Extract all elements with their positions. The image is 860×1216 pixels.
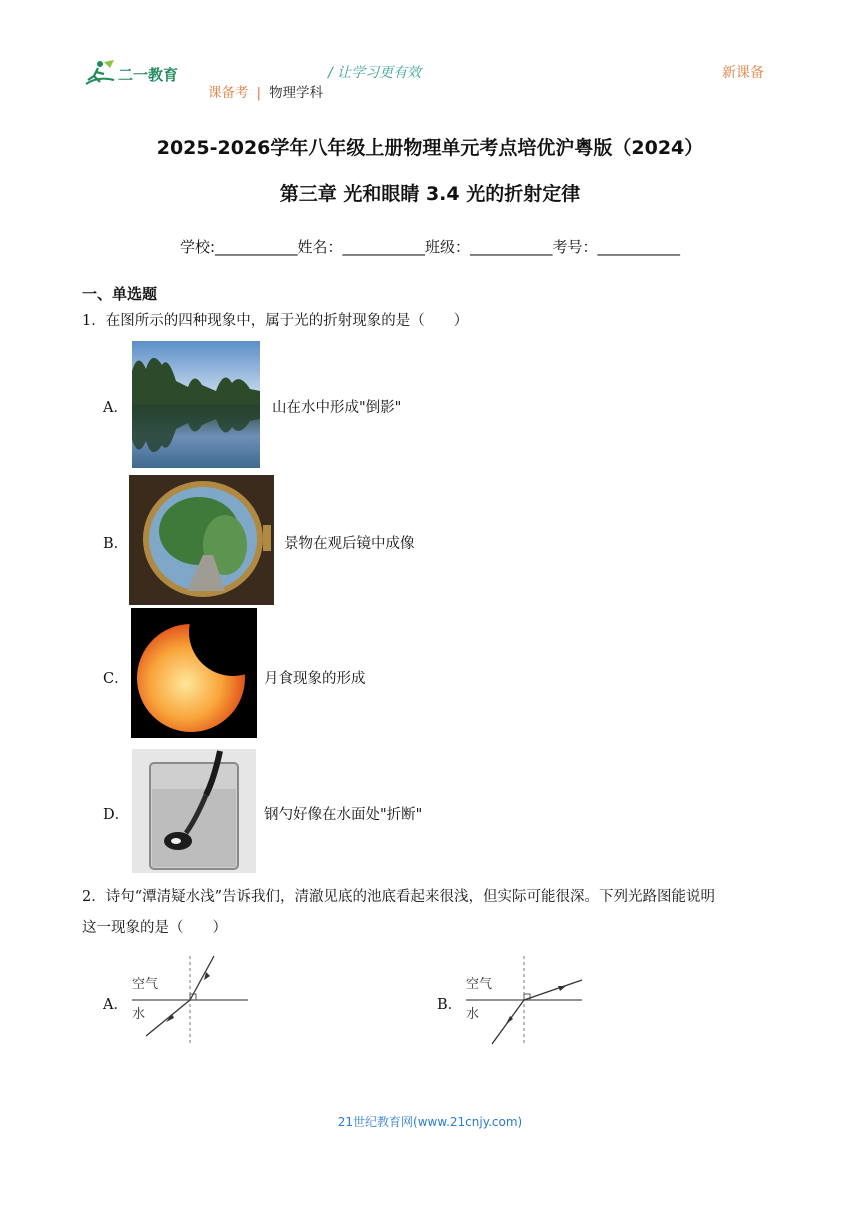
- q1-option-c-label: C．: [103, 671, 129, 687]
- question-2-stem-line-1: 2．诗句“潭清疑水浅”告诉我们，清澈见底的池底看起来很浅，但实际可能很深。下列光路图能说明: [82, 889, 716, 905]
- chapter-title: 第三章 光和眼睛 3.4 光的折射定律: [279, 183, 581, 205]
- slogan: / 让学习更有效: [328, 65, 422, 81]
- subject-label: 物理学科: [269, 85, 324, 101]
- q2-b-water-label: 水: [466, 1007, 480, 1022]
- q2-a-air-label: 空气: [132, 977, 159, 992]
- footer-source: 21世纪教育网(www.21cnjy.com): [337, 1115, 523, 1129]
- question-2-stem-line-2: 这一现象的是（ ）: [82, 920, 227, 936]
- student-info-line: 学校:___________姓名：___________班级：___________考号：___________: [179, 238, 681, 256]
- q1-option-c-text: 月食现象的形成: [264, 671, 366, 687]
- q1-option-b-label: B．: [103, 536, 129, 552]
- sub-header: [208, 81, 323, 101]
- section-heading: 一、单选题: [82, 285, 158, 303]
- sub-header-label: 课备考: [208, 85, 249, 101]
- q2-option-a-diagram: [128, 954, 252, 1048]
- header-right-label: 新课备: [722, 65, 764, 81]
- q2-option-b-label: B．: [437, 997, 463, 1013]
- q2-option-b-diagram: [462, 954, 586, 1048]
- lunar-eclipse-image: [131, 608, 257, 738]
- q1-option-a-text: 山在水中形成"倒影": [272, 400, 402, 416]
- rearview-mirror-image: [129, 475, 274, 605]
- logo: [84, 58, 188, 88]
- q1-option-a-label: A．: [103, 400, 128, 416]
- question-1-stem: 1．在图所示的四种现象中，属于光的折射现象的是（ ）: [82, 313, 469, 329]
- q2-b-air-label: 空气: [466, 977, 493, 992]
- q2-a-water-label: 水: [132, 1007, 146, 1022]
- q2-option-a-label: A．: [103, 997, 128, 1013]
- mountain-reflection-image: [132, 341, 260, 468]
- page-title: 2025-2026学年八年级上册物理单元考点培优沪粤版（2024）: [156, 137, 704, 159]
- sub-header-separator: |: [256, 85, 262, 101]
- spoon-in-water-image: [132, 749, 256, 873]
- q1-option-d-text: 钢勺好像在水面处"折断": [264, 807, 423, 823]
- q1-option-d-label: D．: [103, 807, 130, 823]
- q1-option-b-text: 景物在观后镜中成像: [284, 536, 415, 552]
- logo-text: 二一教育: [118, 66, 179, 84]
